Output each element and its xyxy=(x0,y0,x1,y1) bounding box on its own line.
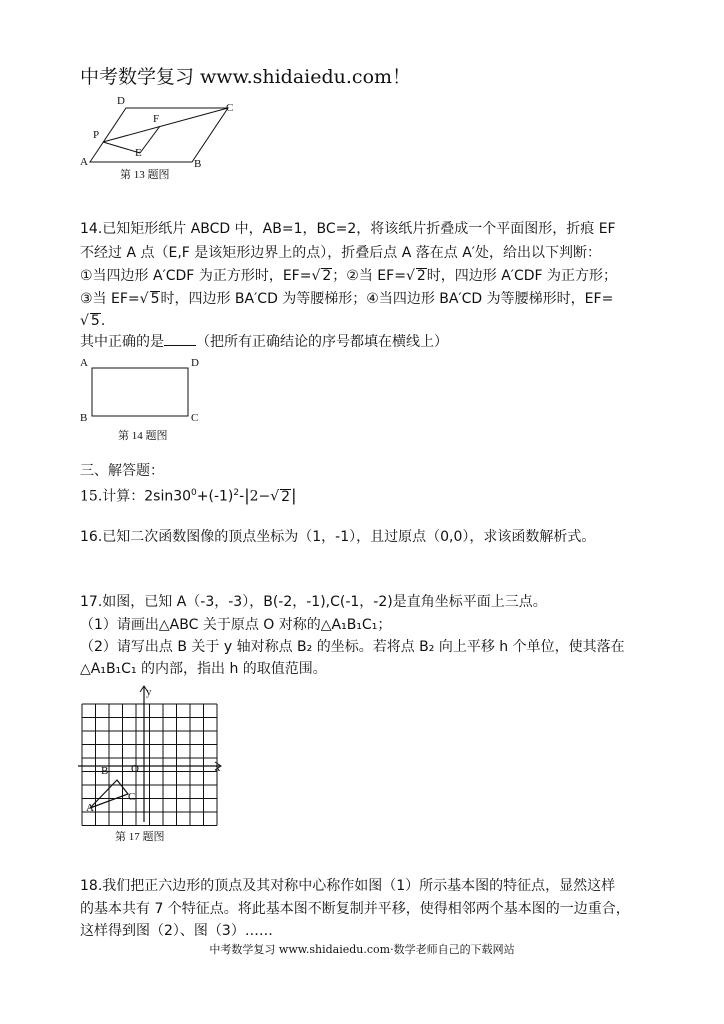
fig13-label-e: E xyxy=(135,147,142,159)
q15-prefix: 15.计算： xyxy=(80,488,145,505)
q14-instruction: （把所有正确结论的序号都填在横线上） xyxy=(196,334,448,350)
q17-line-3: （2）请写出点 B 关于 y 轴对称点 B₂ 的坐标。若将点 B₂ 向上平移 h 个单位，使其落在 xyxy=(80,639,625,655)
abs-bar-right: | xyxy=(291,485,297,505)
q18-line-3: 这样得到图（2）、图（3）…… xyxy=(80,923,273,939)
fig17-label-o: O xyxy=(131,763,139,775)
period: . xyxy=(100,313,106,329)
abs-bar-left: | xyxy=(244,485,250,505)
q17-line-1: 17.如图，已知 A（-3，-3），B(-2，-1),C(-1，-2)是直角坐标平面上三点。 xyxy=(80,594,547,610)
q15-abs-content: 2− xyxy=(249,488,271,505)
fig17-label-y: y xyxy=(146,686,152,698)
answer-blank[interactable] xyxy=(164,333,196,346)
fig14-label-d: D xyxy=(191,357,199,369)
fig13-caption: 第 13 题图 xyxy=(120,169,170,181)
q14-judgment-3: ③当 EF= xyxy=(80,291,140,307)
radicand: 2 xyxy=(322,268,332,284)
fig17-label-b: B xyxy=(101,765,109,777)
q14-prompt: 其中正确的是 xyxy=(80,334,164,350)
sqrt-sign: √ xyxy=(311,268,321,284)
q15-square-sup: 2 xyxy=(233,488,240,498)
fig14-label-c: C xyxy=(191,412,199,424)
q16-text: 16.已知二次函数图像的顶点坐标为（1，-1），且过原点（0,0），求该函数解析式。 xyxy=(80,529,596,545)
figure-14-rectangle xyxy=(88,364,192,420)
fig17-caption: 第 17 题图 xyxy=(115,831,165,843)
q15-expr: 2sin30 xyxy=(144,488,192,505)
q14-line-6 xyxy=(80,333,448,351)
fig13-label-a: A xyxy=(80,156,88,168)
fig17-label-a: A xyxy=(86,802,94,814)
sqrt-sign: √ xyxy=(405,268,415,284)
sqrt-sign: √ xyxy=(80,313,89,329)
page-header-title: 中考数学复习 www.shidaiedu.com！ xyxy=(80,66,412,88)
q17-line-4: △A₁B₁C₁ 的内部，指出 h 的取值范围。 xyxy=(80,661,327,677)
fig13-label-p: P xyxy=(93,129,100,141)
figure-17-grid xyxy=(78,684,228,826)
fig13-label-c: C xyxy=(226,102,234,114)
fig13-label-d: D xyxy=(117,95,125,107)
fig14-label-a: A xyxy=(80,357,88,369)
rectangle-abcd xyxy=(92,368,188,416)
page-footer: 中考数学复习 www.shidaiedu.com·数学老师自己的下载网站 xyxy=(209,943,515,956)
q15-degree-sup: 0 xyxy=(191,488,197,498)
q14-judgment-2-tail: 时，四边形 A′CDF 为正方形； xyxy=(426,268,618,284)
q14-line-4 xyxy=(80,290,613,308)
q14-line-1: 14.已知矩形纸片 ABCD 中，AB=1，BC=2，将该纸片折叠成一个平面图形，折痕 EF xyxy=(80,221,616,237)
q14-judgment-1: ①当四边形 A′CDF 为正方形时，EF= xyxy=(80,268,312,284)
section-title: 三、解答题： xyxy=(80,463,164,479)
q14-judgment-3-4: 时，四边形 BA′CD 为等腰梯形；④当四边形 BA′CD 为等腰梯形时，EF= xyxy=(160,291,614,307)
fig13-label-b: B xyxy=(194,158,202,170)
sqrt-sign: √ xyxy=(139,291,149,307)
q15-rest: +(-1) xyxy=(196,488,234,505)
segment-ef xyxy=(140,126,160,153)
radicand: 2 xyxy=(281,488,291,505)
q18-line-1: 18.我们把正六边形的顶点及其对称中心称作如图（1）所示基本图的特征点，显然这样 xyxy=(80,878,616,894)
q14-judgment-2: ；②当 EF= xyxy=(332,268,406,284)
q14-line-5 xyxy=(80,312,105,330)
radicand: 5 xyxy=(150,291,160,307)
q14-line-3 xyxy=(80,267,617,285)
fig17-label-x: x xyxy=(215,762,221,774)
q15-minus: - xyxy=(239,488,245,505)
radicand: 2 xyxy=(416,268,426,284)
q18-line-2: 的基本共有 7 个特征点。将此基本图不断复制并平移，使得相邻两个基本图的一边重合， xyxy=(80,901,630,917)
q14-line-2: 不经过 A 点（E,F 是该矩形边界上的点），折叠后点 A 落在点 A′处，给出以下判断： xyxy=(80,245,601,261)
q15-line xyxy=(80,484,296,506)
fig17-label-c: C xyxy=(128,791,136,803)
fig14-caption: 第 14 题图 xyxy=(118,430,168,442)
sqrt-sign: √ xyxy=(270,488,280,505)
q17-line-2: （1）请画出△ABC 关于原点 O 对称的△A₁B₁C₁； xyxy=(80,617,392,633)
radicand: 5 xyxy=(90,313,100,329)
fig14-label-b: B xyxy=(80,412,88,424)
fig13-label-f: F xyxy=(153,113,160,125)
